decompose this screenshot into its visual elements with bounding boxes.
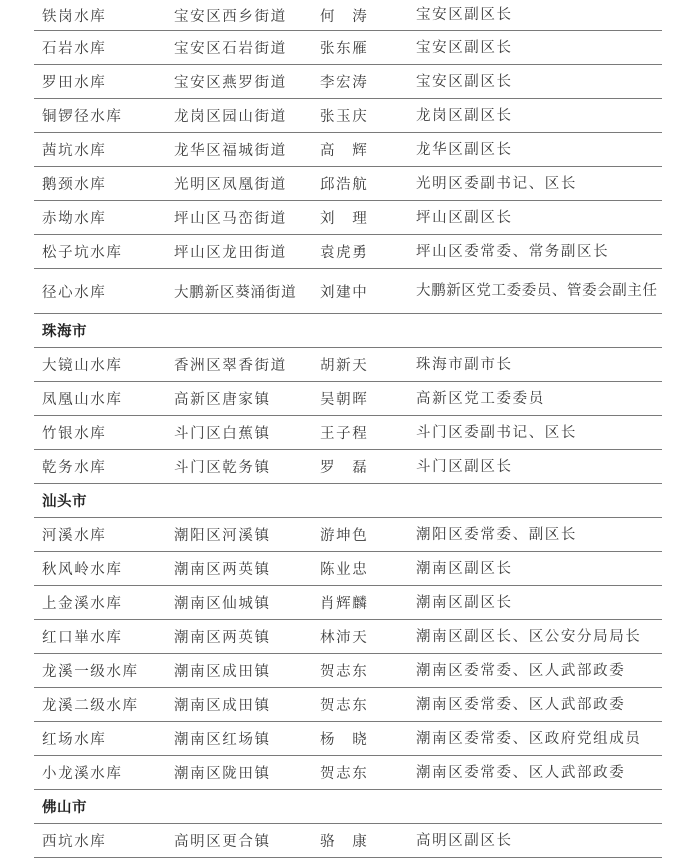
table-row (34, 756, 662, 790)
responsible-person: 张东雁 (320, 41, 369, 57)
position: 斗门区副区长 (416, 458, 513, 475)
city-group-header (34, 790, 662, 824)
position: 斗门区委副书记、区长 (416, 424, 577, 441)
position: 潮南区副区长 (416, 594, 513, 611)
location: 潮阳区河溪镇 (174, 528, 271, 544)
reservoir-name: 竹银水库 (42, 426, 107, 442)
position: 光明区委副书记、区长 (416, 175, 577, 192)
reservoir-name: 小龙溪水库 (42, 766, 123, 782)
responsible-person: 游坤色 (320, 528, 369, 544)
reservoir-name: 河溪水库 (42, 528, 107, 544)
location: 龙岗区园山街道 (174, 109, 287, 125)
location: 龙华区福城街道 (174, 143, 287, 159)
position: 高明区副区长 (416, 832, 513, 849)
location: 潮南区成田镇 (174, 664, 271, 680)
location: 潮南区仙城镇 (174, 596, 271, 612)
city-name: 汕头市 (42, 494, 87, 510)
location: 宝安区石岩街道 (174, 41, 287, 57)
location: 潮南区两英镇 (174, 562, 271, 578)
responsible-person: 刘建中 (320, 284, 369, 301)
position: 大鹏新区党工委委员、管委会副主任 (416, 283, 658, 299)
table-row (34, 586, 662, 620)
location: 光明区凤凰街道 (174, 177, 287, 193)
table-row (34, 31, 662, 65)
responsible-person: 陈业忠 (320, 562, 369, 578)
responsible-person: 高 辉 (320, 143, 369, 159)
responsible-person: 张玉庆 (320, 109, 369, 125)
table-row (34, 382, 662, 416)
city-group-header (34, 314, 662, 348)
table-row (34, 167, 662, 201)
responsible-person: 贺志东 (320, 766, 369, 782)
reservoir-name: 凤凰山水库 (42, 392, 123, 408)
reservoir-responsibility-table (34, 0, 662, 858)
position: 坪山区委常委、常务副区长 (416, 243, 610, 260)
reservoir-name: 西坑水库 (42, 834, 107, 850)
location: 宝安区燕罗街道 (174, 75, 287, 91)
table-row (34, 99, 662, 133)
reservoir-name: 罗田水库 (42, 75, 107, 91)
location: 坪山区龙田街道 (174, 245, 287, 261)
reservoir-name: 大镜山水库 (42, 358, 123, 374)
location: 高明区更合镇 (174, 834, 271, 850)
table-row (34, 552, 662, 586)
responsible-person: 袁虎勇 (320, 245, 369, 261)
responsible-person: 邱浩航 (320, 177, 369, 193)
position: 潮南区副区长 (416, 560, 513, 577)
location: 潮南区两英镇 (174, 630, 271, 646)
table-row (34, 133, 662, 167)
location: 潮南区红场镇 (174, 732, 271, 748)
reservoir-name: 龙溪二级水库 (42, 698, 139, 714)
table-row (34, 269, 662, 314)
table-row (34, 518, 662, 552)
location: 香洲区翠香街道 (174, 358, 287, 374)
city-name: 佛山市 (42, 800, 87, 816)
location: 斗门区白蕉镇 (174, 426, 271, 442)
responsible-person: 林沛天 (320, 630, 369, 646)
reservoir-name: 红口崋水库 (42, 630, 123, 646)
reservoir-name: 松子坑水库 (42, 245, 123, 261)
table-row (34, 620, 662, 654)
position: 高新区党工委委员 (416, 390, 545, 407)
reservoir-name: 乾务水库 (42, 460, 107, 476)
responsible-person: 王子程 (320, 426, 369, 442)
responsible-person: 贺志东 (320, 698, 369, 714)
table-row (34, 450, 662, 484)
location: 潮南区成田镇 (174, 698, 271, 714)
position: 潮南区委常委、区人武部政委 (416, 696, 626, 713)
responsible-person: 胡新天 (320, 358, 369, 374)
responsible-person: 何 涛 (320, 8, 369, 25)
table-row (34, 235, 662, 269)
position: 潮南区副区长、区公安分局局长 (416, 628, 642, 645)
position: 宝安区副区长 (416, 73, 513, 90)
table-row (34, 416, 662, 450)
city-name: 珠海市 (42, 324, 87, 340)
reservoir-name: 赤坳水库 (42, 211, 107, 227)
reservoir-name: 红场水库 (42, 732, 107, 748)
position: 宝安区副区长 (416, 39, 513, 56)
position: 宝安区副区长 (416, 7, 513, 23)
position: 龙岗区副区长 (416, 107, 513, 124)
responsible-person: 刘 理 (320, 211, 369, 227)
reservoir-name: 铁岗水库 (42, 8, 107, 25)
location: 高新区唐家镇 (174, 392, 271, 408)
position: 潮南区委常委、区人武部政委 (416, 764, 626, 781)
table-row (34, 824, 662, 858)
table-row (34, 722, 662, 756)
reservoir-name: 茜坑水库 (42, 143, 107, 159)
position: 潮南区委常委、区政府党组成员 (416, 730, 642, 747)
position: 龙华区副区长 (416, 141, 513, 158)
position: 潮南区委常委、区人武部政委 (416, 662, 626, 679)
city-group-header (34, 484, 662, 518)
location: 坪山区马峦街道 (174, 211, 287, 227)
responsible-person: 骆 康 (320, 834, 369, 850)
table-row (34, 688, 662, 722)
table-row (34, 654, 662, 688)
reservoir-name: 鹅颈水库 (42, 177, 107, 193)
responsible-person: 杨 晓 (320, 732, 369, 748)
location: 潮南区陇田镇 (174, 766, 271, 782)
responsible-person: 肖辉麟 (320, 596, 369, 612)
table-row (34, 0, 662, 31)
location: 斗门区乾务镇 (174, 460, 271, 476)
table-row (34, 201, 662, 235)
responsible-person: 罗 磊 (320, 460, 369, 476)
position: 坪山区副区长 (416, 209, 513, 226)
location: 大鹏新区葵涌街道 (174, 284, 297, 301)
reservoir-name: 秋风岭水库 (42, 562, 123, 578)
reservoir-name: 铜锣径水库 (42, 109, 123, 125)
reservoir-name: 龙溪一级水库 (42, 664, 139, 680)
reservoir-name: 石岩水库 (42, 41, 107, 57)
table-row (34, 348, 662, 382)
position: 潮阳区委常委、副区长 (416, 526, 577, 543)
responsible-person: 李宏涛 (320, 75, 369, 91)
table-row (34, 65, 662, 99)
responsible-person: 吴朝晖 (320, 392, 369, 408)
location: 宝安区西乡街道 (174, 8, 287, 25)
position: 珠海市副市长 (416, 356, 513, 373)
reservoir-name: 上金溪水库 (42, 596, 123, 612)
reservoir-name: 径心水库 (42, 284, 107, 301)
responsible-person: 贺志东 (320, 664, 369, 680)
